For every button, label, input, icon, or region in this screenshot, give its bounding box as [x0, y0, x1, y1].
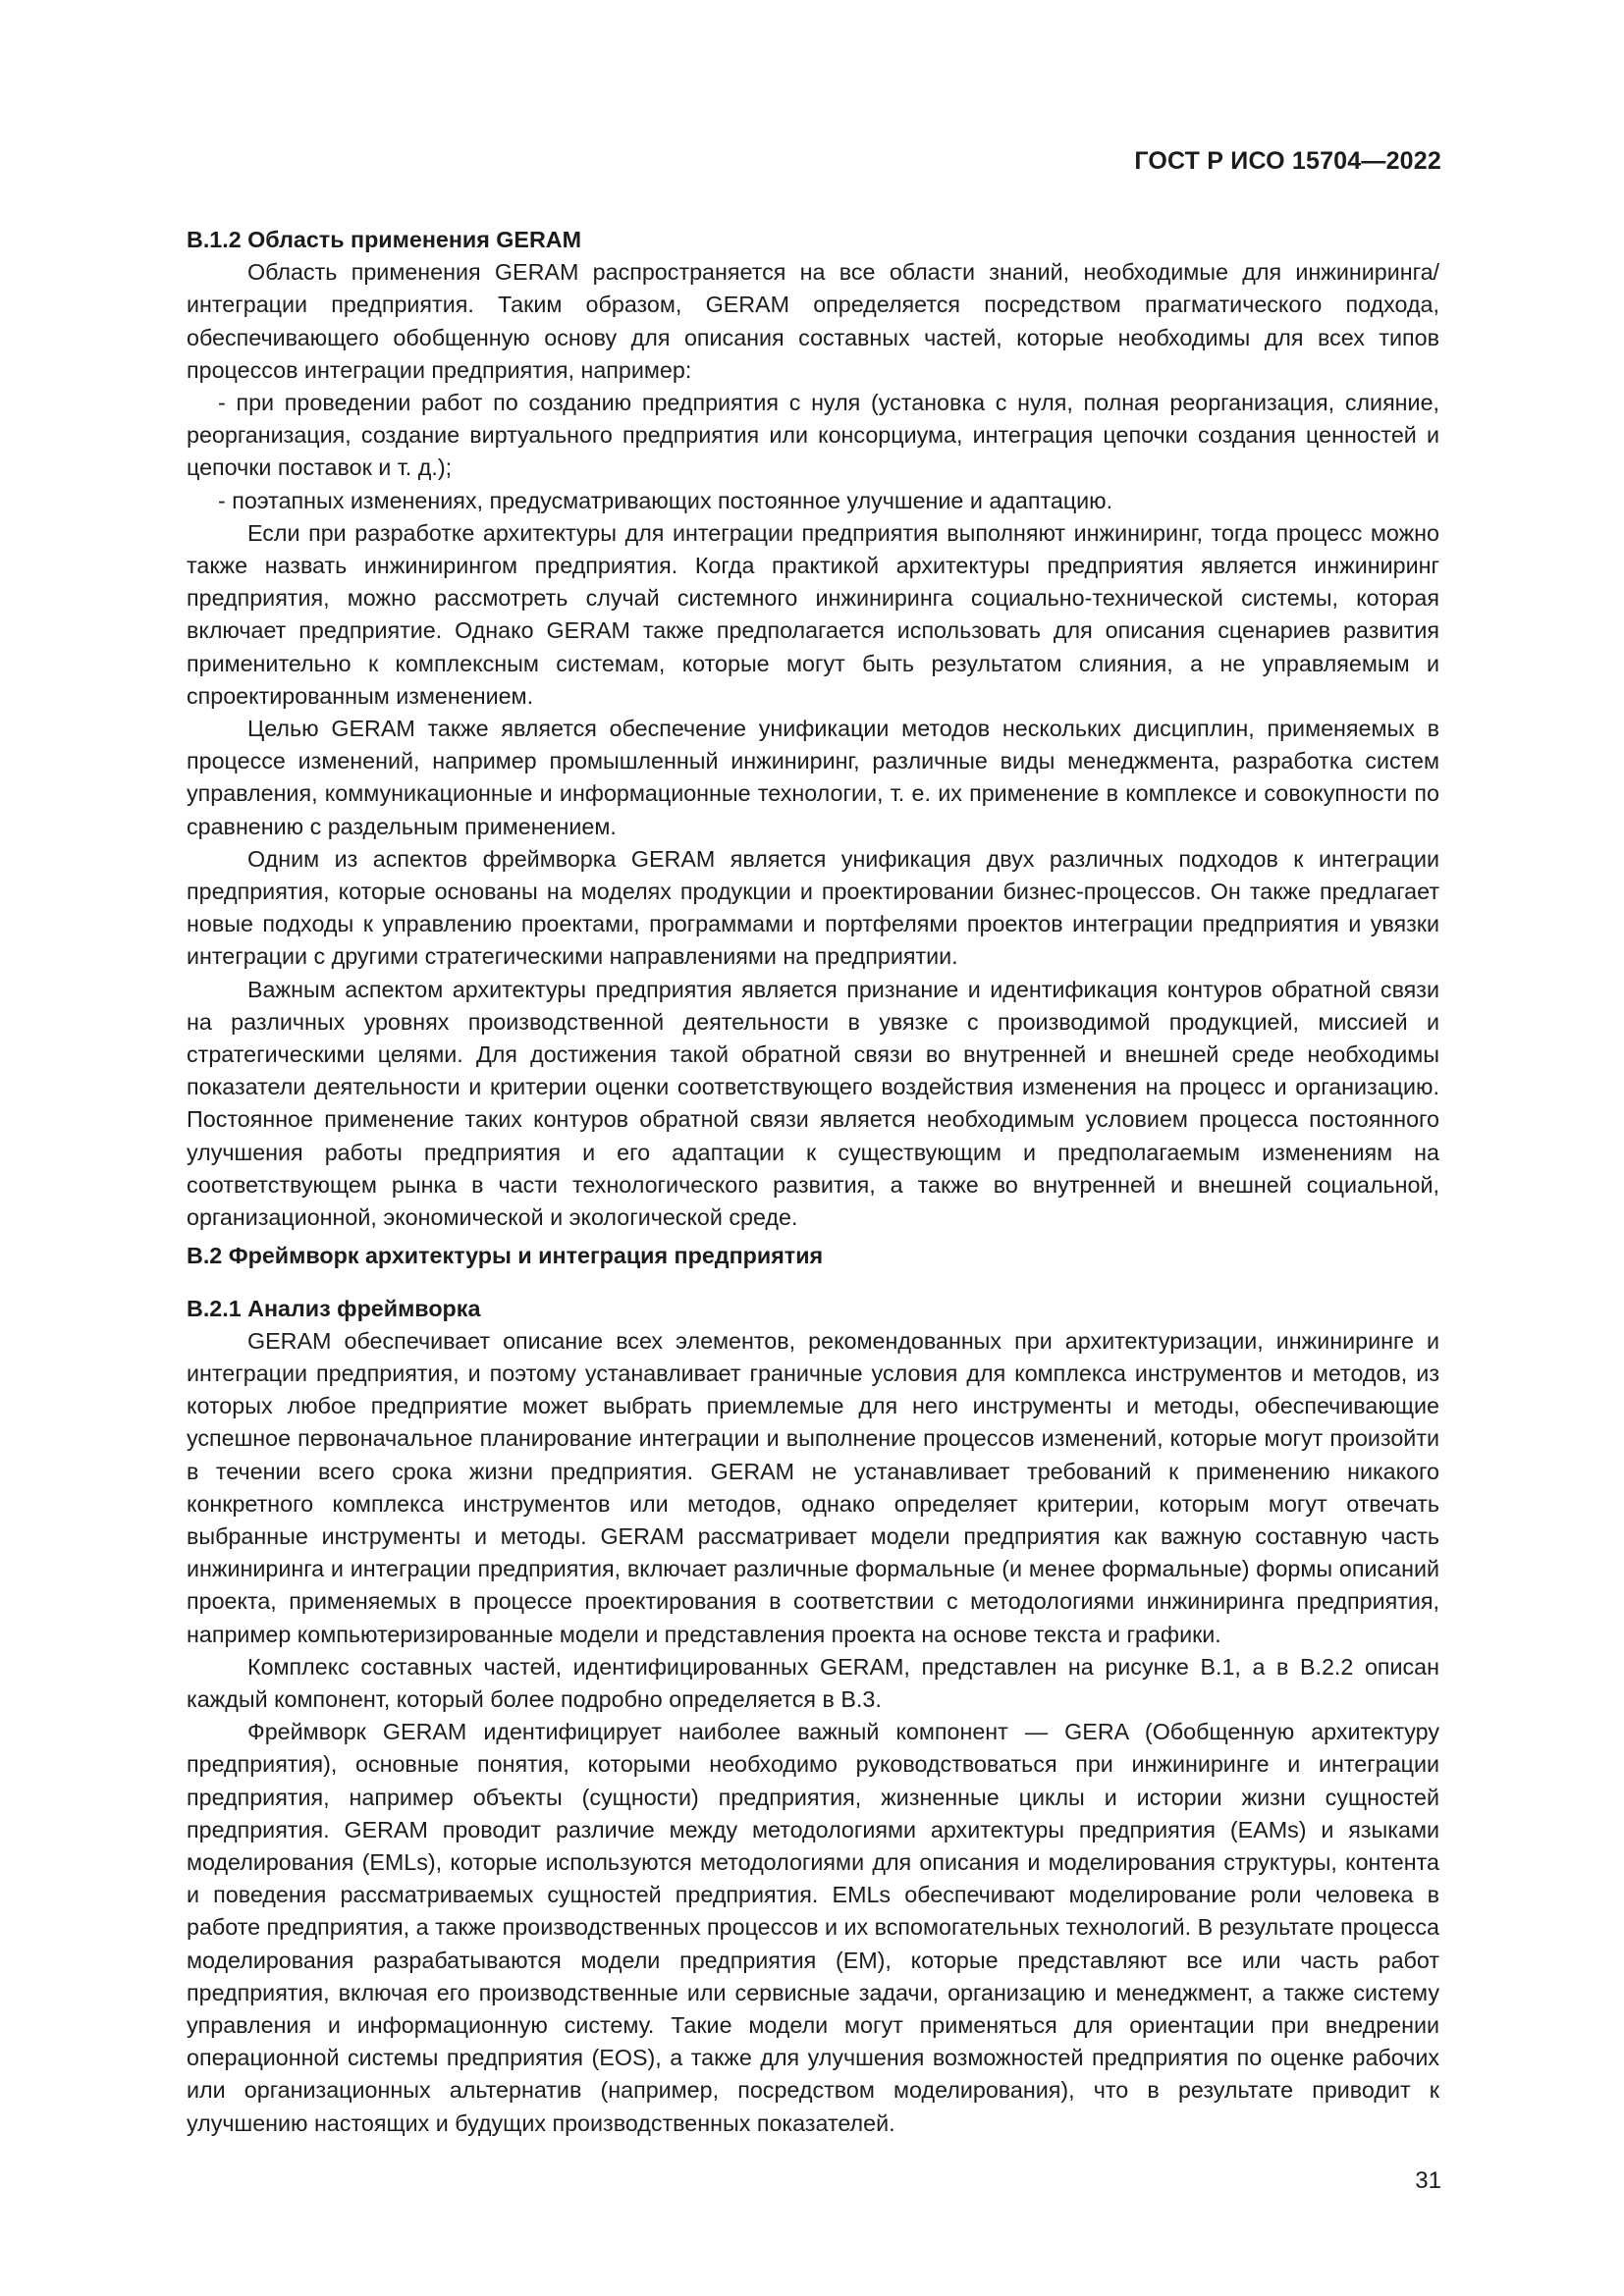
paragraph: Фреймворк GERAM идентифицирует наиболее важный компонент — GERA (Обобщенную архитектуру предприятия), основные понятия, которыми необходимо руководствоваться при инжиниринге и интеграции предприятия, например объекты (сущности) предприятия, жизненные циклы и истории жизни сущностей предприятия. GERAM проводит различие между методологиями архитектуры предприятия (EAMs) и языками моделирования (EMLs), которые используются методологиями для описания и моделирования структуры, контента и поведения рассматриваемых сущностей предприятия. EMLs обеспечивают моделирование роли человека в работе предприятия, а также производственных процессов и их вспомогательных технологий. В результате процесса моделирования разрабатываются модели предприятия (EM), которые представляют все или часть работ предприятия, включая его производственные или сервисные задачи, организацию и менеджмент, а также систему управления и информационную систему. Такие модели могут применяться для ориентации при внедрении операционной системы предприятия (EOS), а также для улучшения возможностей предприятия по оценке рабочих или организационных альтернатив (например, посредством моделирования), что в результате приводит к улучшению настоящих и будущих производственных показателей. [187, 1719, 1439, 2136]
paragraph: Если при разработке архитектуры для интеграции предприятия выполняют инжиниринг, тогда процесс можно также назвать инжинирингом предприятия. Когда практикой архитектуры предприятия является инжиниринг предприятия, можно рассмотреть случай системного инжиниринга социально-технической системы, которая включает предприятие. Однако GERAM также предполагается использовать для описания сценариев развития применительно к комплексным системам, которые могут быть результатом слияния, а не управляемым и спроектированным изменением. [187, 519, 1439, 709]
page-number: 31 [1415, 2167, 1441, 2194]
paragraph: Область применения GERAM распространяется на все области знаний, необходимые для инжиниринга/интеграции предприятия. Таким образом, GERAM определяется посредством прагматического подхода, обеспечивающего обобщенную основу для описания составных частей, которые необходимы для всех типов процессов интеграции предприятия, например: [187, 259, 1439, 383]
paragraph: Одним из аспектов фреймворка GERAM является унификация двух различных подходов к интеграции предприятия, которые основаны на моделях продукции и проектировании бизнес-процессов. Он также предлагает новые подходы к управлению проектами, программами и портфелями проектов интеграции предприятия и увязки интеграции с другими стратегическими направлениями на предприятии. [187, 845, 1439, 970]
section-heading-b2: В.2 Фреймворк архитектуры и интеграция предприятия [187, 1243, 824, 1269]
list-item: - поэтапных изменениях, предусматривающих постоянное улучшение и адаптацию. [218, 487, 1113, 513]
paragraph: Важным аспектом архитектуры предприятия является признание и идентификация контуров обратной связи на различных уровнях производственной деятельности в увязке с производимой продукцией, миссией и стратегическими целями. Для достижения такой обратной связи во внутренней и внешней среде необходимы показатели деятельности и критерии оценки соответствующего воздействия изменения на процесс и организацию. Постоянное применение таких контуров обратной связи является необходимым условием процесса постоянного улучшения работы предприятия и его адаптации к существующим и предполагаемым изменениям на соответствующем рынка в части технологического развития, а также во внутренней и внешней социальной, организационной, экономической и экологической среде. [187, 976, 1439, 1231]
document-body [187, 224, 1439, 2140]
paragraph: Целью GERAM также является обеспечение унификации методов нескольких дисциплин, применяемых в процессе изменений, например промышленный инжиниринг, различные виды менеджмента, разработка систем управления, коммуникационные и информационные технологии, т. е. их применение в комплексе и совокупности по сравнению с раздельным применением. [187, 716, 1439, 839]
document-header: ГОСТ Р ИСО 15704—2022 [1134, 147, 1441, 175]
paragraph: Комплекс составных частей, идентифицированных GERAM, представлен на рисунке В.1, а в В.2.2 описан каждый компонент, который более подробно определяется в В.3. [187, 1653, 1439, 1712]
section-heading-b12: В.1.2 Область применения GERAM [187, 227, 582, 252]
section-heading-b21: В.2.1 Анализ фреймворка [187, 1295, 481, 1321]
paragraph: GERAM обеспечивает описание всех элементов, рекомендованных при архитектуризации, инжиниринге и интеграции предприятия, и поэтому устанавливает граничные условия для комплекса инструментов и методов, из которых любое предприятие может выбрать приемлемые для него инструменты и методы, обеспечивающие успешное первоначальное планирование интеграции и выполнение процессов изменений, которые могут произойти в течении всего срока жизни предприятия. GERAM не устанавливает требований к применению никакого конкретного комплекса инструментов или методов, однако определяет критерии, которым могут отвечать выбранные инструменты и методы. GERAM рассматривает модели предприятия как важную составную часть инжиниринга и интеграции предприятия, включает различные формальные (и менее формальные) формы описаний проекта, применяемых в процессе проектирования в соответствии с методологиями инжиниринга предприятия, например компьютеризированные модели и представления проекта на основе текста и графики. [187, 1327, 1439, 1647]
list-item: - при проведении работ по созданию предприятия с нуля (установка с нуля, полная реорганизация, слияние, реорганизация, создание виртуального предприятия или консорциума, интеграция цепочки создания ценностей и цепочки поставок и т. д.); [187, 390, 1439, 481]
